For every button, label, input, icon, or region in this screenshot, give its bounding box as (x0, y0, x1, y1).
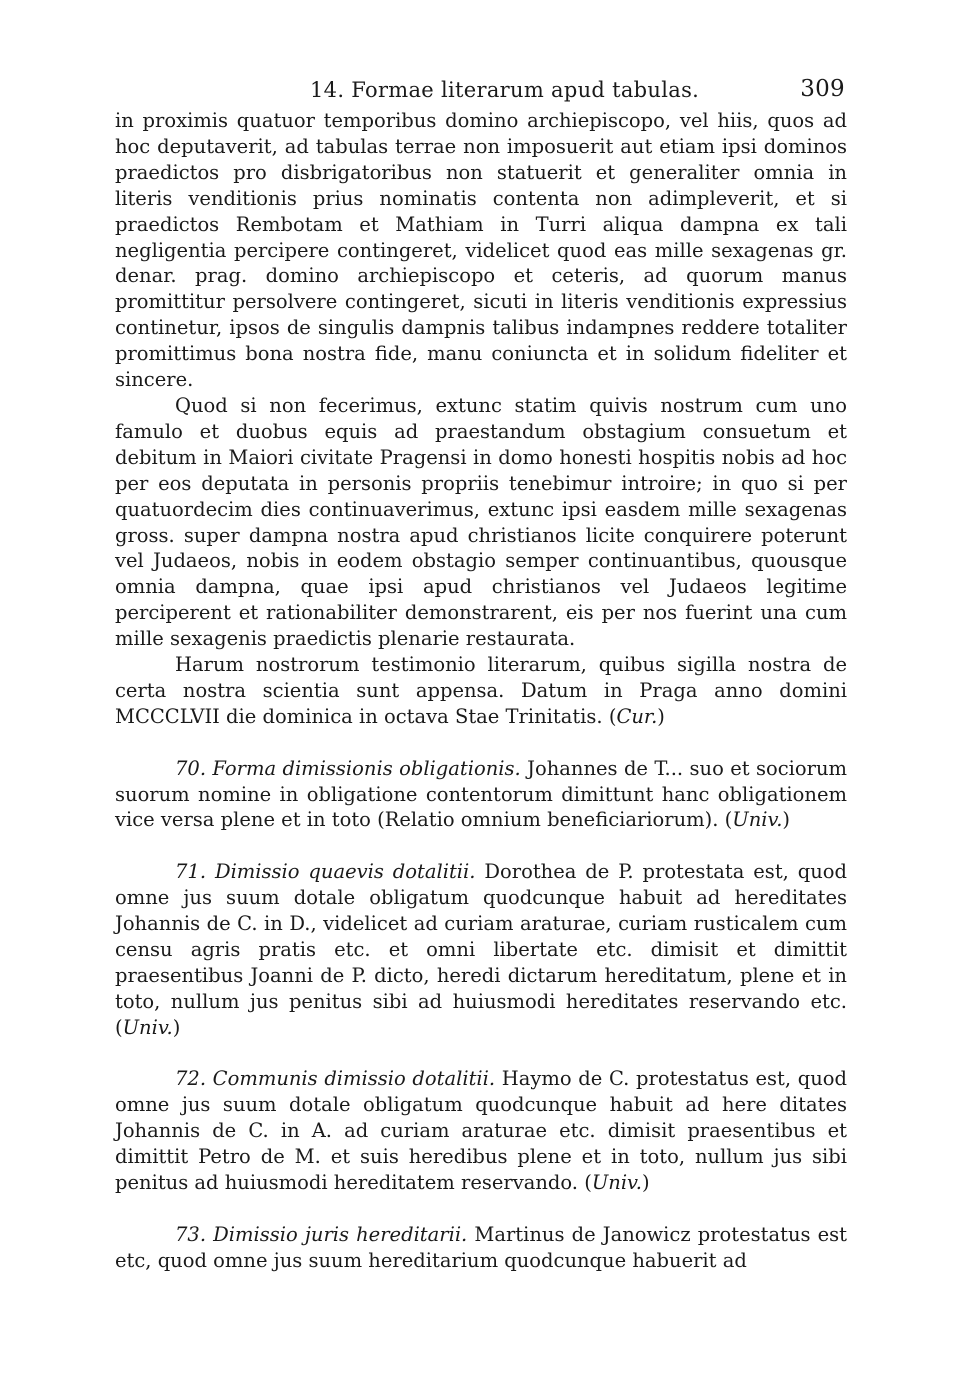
paragraph-continuation (115, 108, 847, 393)
source-abbreviation: Univ. (591, 1171, 642, 1195)
entry-number: 73. (175, 1222, 207, 1246)
source-abbreviation: Univ. (122, 1015, 173, 1039)
paragraph-text: in proximis quatuor temporibus domino archiepiscopo, vel hiis, quos ad hoc deputaverit, ad tabulas terrae non imposuerit aut etiam ipsi dominos praedictos pro disbrigatoribus non statuerit et generaliter omnia in literis venditionis prius nominatis contenta non adimpleverit, et si praedictos Rembotam et Mathiam in Turri aliqua dampna ex tali negligentia percipere contingeret, videlicet quod eas mille sexagenas gr. denar. prag. domino archiepiscopo et ceteris, ad quorum manus promittitur persolvere contingeret, sicuti in literis venditionis expressius continetur, ipsos de singulis dampnis talibus indampnes reddere totaliter promittimus bona nostra fide, manu coniuncta et in solidum fideliter et sincere. (115, 109, 847, 392)
entry-text: Martinus de Janowicz protestatus est etc, quod omne jus suum hereditarium quodcunque habuerit ad (115, 1222, 848, 1272)
paragraph-obstagium (115, 393, 847, 652)
entry-text: Haymo de C. protestatus est, quod omne jus suum dotale obligatum quodcunque habuit ad here ditates Johannis de C. in A. ad curiam araturae etc. dimisit praesentibus et dimittit Petro de M. et suis heredibus plene et in toto, nullum jus sibi penitus ad huiusmodi hereditatem reservando. (115, 1067, 847, 1195)
entry-text: Dorothea de P. protestata est, quod omne jus suum dotale obligatum quodcunque habuit ad hereditates Johannis de C. in D., videlicet ad curiam araturae, curiam rusticalem cum censu agris pratis etc. et omni libertate etc. dimisit et dimittit praesentibus Joanni de P. dicto, heredi dictarum hereditatum, plene et in toto, nullum jus penitus sibi ad huiusmodi hereditates reservando etc. (115, 860, 848, 1013)
entry-number: 72. (175, 1067, 207, 1091)
entry-text: Johannes de T... suo et sociorum suorum nomine in obligatione contentorum dimittunt hanc obligationem vice versa plene et in toto (Relatio omnium beneficiariorum). (115, 756, 848, 832)
source-abbreviation: Cur. (616, 704, 658, 728)
entry-title: Forma dimissionis obligationis. (212, 756, 521, 780)
entry-title: Dimissio juris hereditarii. (213, 1222, 468, 1246)
paragraph-text: Quod si non fecerimus, extunc statim quivis nostrum cum uno famulo et duobus equis ad praestandum obstagium consuetum et debitum in Maiori civitate Pragensi in domo honesti hospitis nobis ad hoc per eos deputata in personis propriis tenebimur introire; in quo si per quatuordecim dies continuaverimus, extunc ipsi easdem mille sexagenas gross. super dampna nostra apud christianos licite conquirere poterunt vel Judaeos, nobis in eodem obstagio semper continuantibus, quousque omnia dampna, quae ipsi apud christianos vel Judaeos legitime perciperent et rationabiliter demonstrarent, eis per nos fuerint una cum mille sexagenis praedictis plenarie restaurata. (115, 393, 847, 651)
paragraph-text: Harum nostrorum testimonio literarum, quibus sigilla nostra de certa nostra scientia sunt appensa. Datum in Praga anno domini MCCCLVII die dominica in octava Stae Trinitatis. (115, 653, 847, 728)
entry-title: Dimissio quaevis dotalitii. (214, 860, 476, 884)
body-text (115, 108, 847, 1274)
entry-number: 71. (175, 860, 207, 884)
page (115, 72, 847, 1274)
page-number: 309 (800, 76, 845, 102)
entry-72: 72. Communis dimissio dotalitii. Haymo de C. protestatus est, quod omne jus suum dotale obligatum quodcunque habuit ad here ditates Johannis de C. in A. ad curiam araturae etc. dimisit praesentibus et dimittit Petro de M. et suis heredibus plene et in toto, nullum jus sibi penitus ad huiusmodi hereditatem reservando. (Univ.) (115, 1067, 847, 1195)
entry-71: 71. Dimissio quaevis dotalitii. Dorothea de P. protestata est, quod omne jus suum dotale obligatum quodcunque habuit ad hereditates Johannis de C. in D., videlicet ad curiam araturae, curiam rusticalem cum censu agris pratis etc. et omni libertate etc. dimisit et dimittit praesentibus Joanni de P. dicto, heredi dictarum hereditatum, plene et in toto, nullum jus penitus sibi ad huiusmodi hereditates reservando etc. (Univ.) (115, 860, 848, 1039)
source-abbreviation: Univ. (732, 808, 783, 832)
paragraph-datum: Harum nostrorum testimonio literarum, quibus sigilla nostra de certa nostra scientia sunt appensa. Datum in Praga anno domini MCCCLVII die dominica in octava Stae Trinitatis. (Cur.) (115, 653, 847, 728)
entry-title: Communis dimissio dotalitii. (212, 1067, 496, 1091)
running-head (115, 72, 847, 108)
running-title: 14. Formae literarum apud tabulas. (310, 78, 700, 102)
entry-number: 70. (175, 756, 207, 780)
entry-73 (115, 1222, 847, 1274)
entry-70: 70. Forma dimissionis obligationis. Johannes de T... suo et sociorum suorum nomine in obligatione contentorum dimittunt hanc obligationem vice versa plene et in toto (Relatio omnium beneficiariorum). (Univ.) (115, 756, 848, 832)
